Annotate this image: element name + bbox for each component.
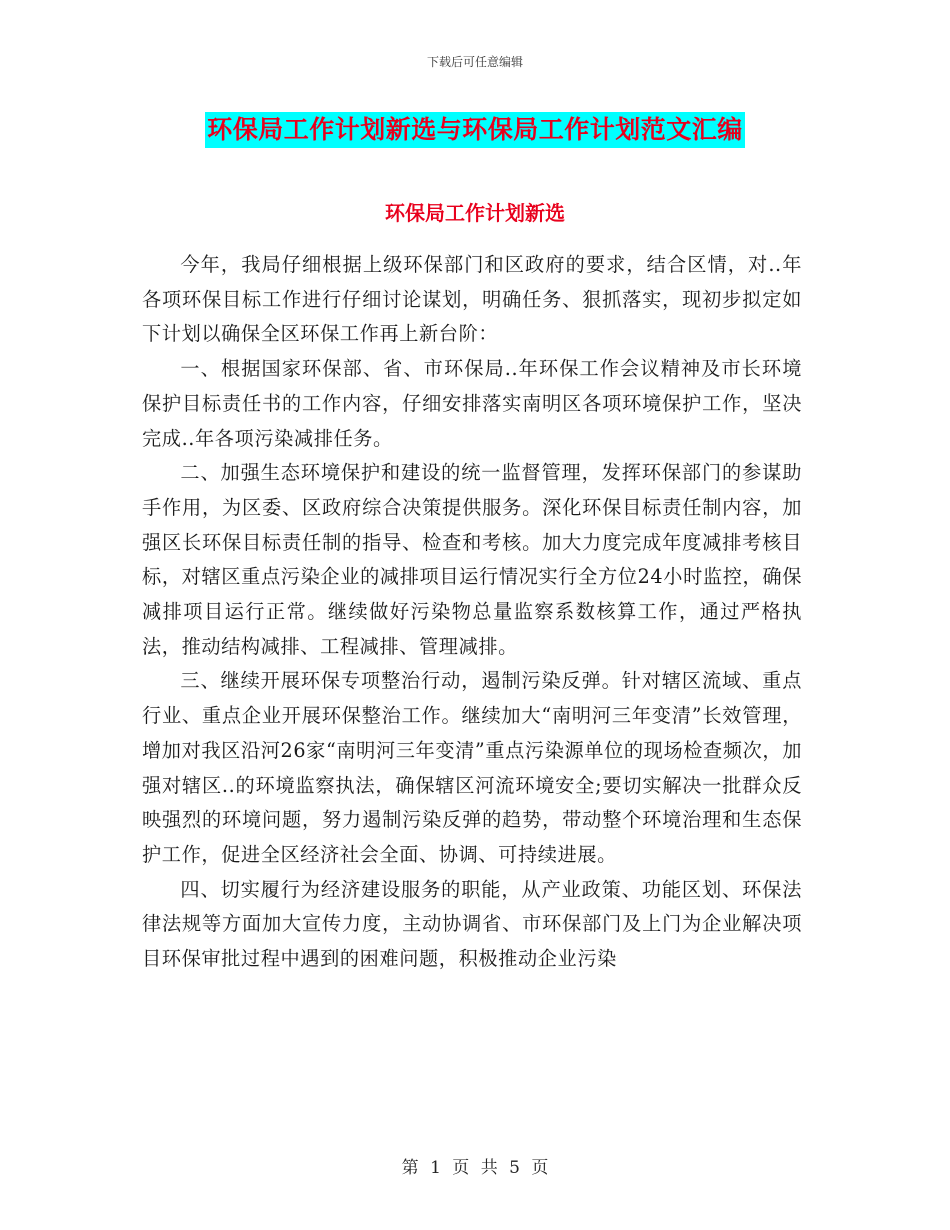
section-title: 环保局工作计划新选 (385, 201, 565, 225)
paragraph-intro: 今年，我局仔细根据上级环保部门和区政府的要求，结合区情，对..年各项环保目标工作进行仔细讨论谋划，明确任务、狠抓落实，现初步拟定如下计划以确保全区环保工作再上新台阶： (142, 253, 802, 346)
page-number-footer: 第 1 页 共 5 页 (401, 1158, 549, 1178)
paragraph-item-4: 四、切实履行为经济建设服务的职能，从产业政策、功能区划、环保法律法规等方面加大宣传力度，主动协调省、市环保部门及上门为企业解决项目环保审批过程中遇到的困难问题，积极推动企业污染 (142, 877, 802, 971)
paragraph-item-3: 三、继续开展环保专项整治行动，遏制污染反弹。针对辖区流域、重点行业、重点企业开展环保整治工作。继续加大“南明河三年变清”长效管理，增加对我区沿河26家“南明河三年变清”重点污染源单位的现场检查频次，加强对辖区..的环境监察执法，确保辖区河流环境安全;要切实解决一批群众反映强烈的环境问题，努力遏制污染反弹的趋势，带动整个环境治理和生态保护工作，促进全区经济社会全面、协调、可持续进展。 (142, 669, 802, 866)
document-body (142, 248, 802, 977)
main-title-container (0, 112, 950, 148)
paragraph-item-2: 二、加强生态环境保护和建设的统一监督管理，发挥环保部门的参谋助手作用，为区委、区政府综合决策提供服务。深化环保目标责任制内容，加强区长环保目标责任制的指导、检查和考核。加大力度完成年度减排考核目标，对辖区重点污染企业的减排项目运行情况实行全方位24小时监控，确保减排项目运行正常。继续做好污染物总量监察系数核算工作，通过严格执法，推动结构减排、工程减排、管理减排。 (142, 461, 802, 658)
paragraph-item-1: 一、根据国家环保部、省、市环保局..年环保工作会议精神及市长环境保护目标责任书的工作内容，仔细安排落实南明区各项环境保护工作，坚决完成..年各项污染减排任务。 (142, 357, 802, 450)
document-title: 环保局工作计划新选与环保局工作计划范文汇编 (205, 112, 745, 148)
page-header-note: 下载后可任意编辑 (426, 55, 523, 69)
